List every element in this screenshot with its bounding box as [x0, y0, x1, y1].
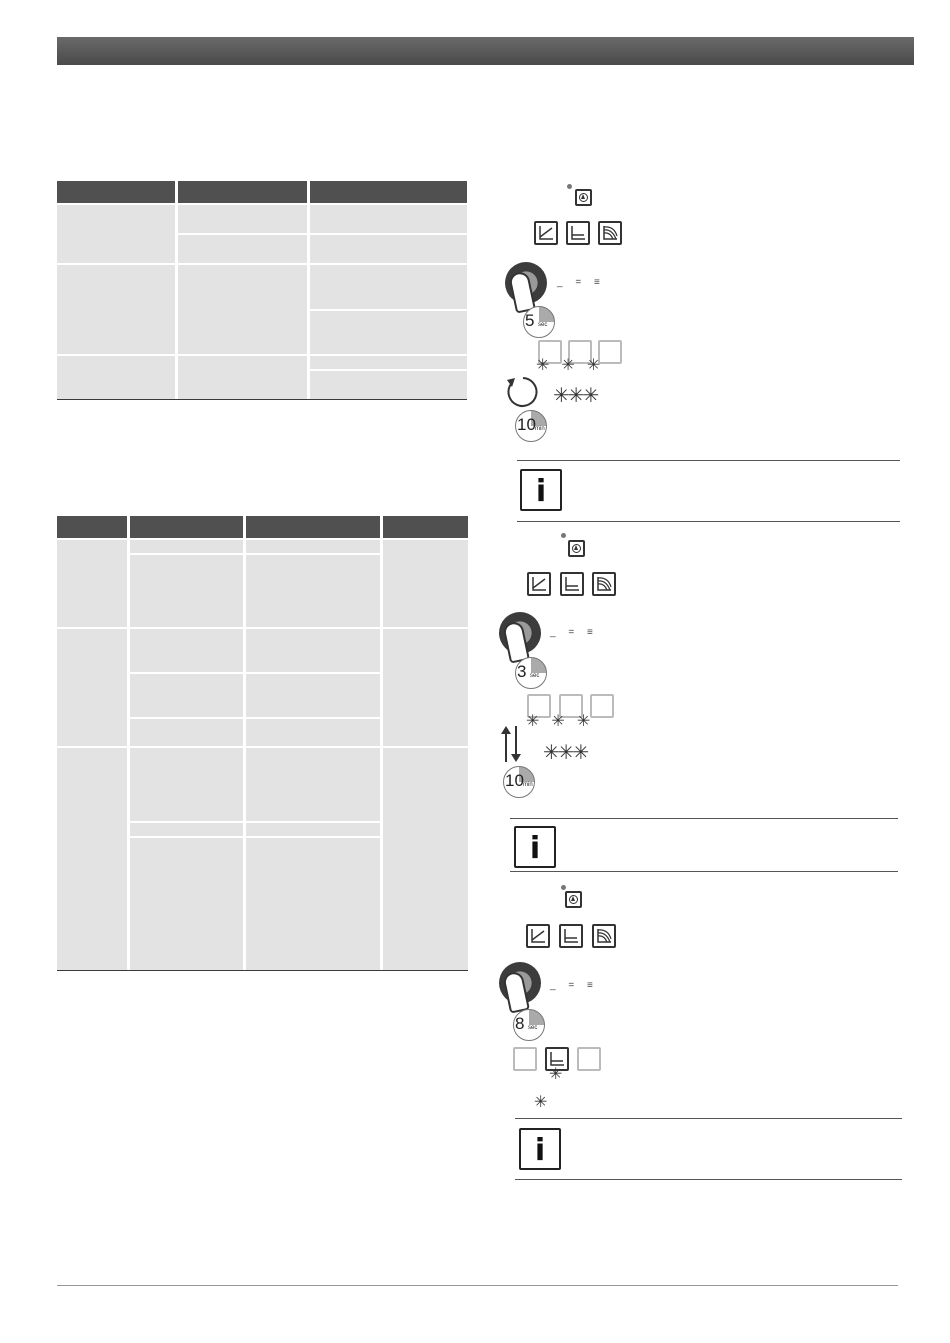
- table-1-header-col-2: [178, 181, 307, 203]
- timer-icon: 8 sec: [513, 1009, 545, 1041]
- table-2-cell: [57, 629, 127, 746]
- status-led-icon: [567, 184, 572, 189]
- info-icon: i: [519, 1128, 561, 1170]
- footer-rule: [57, 1285, 898, 1286]
- flashing-leds-icon: ✳✳✳: [526, 713, 603, 730]
- status-led-icon: [561, 885, 566, 890]
- status-led-icon: [561, 533, 566, 538]
- table-1-cell: [178, 356, 307, 399]
- table-2-cell: [246, 629, 380, 672]
- table-2-cell: [246, 674, 380, 717]
- speed-levels-icon: _ = ≡: [550, 980, 598, 991]
- info-rule-top: [517, 460, 900, 461]
- table-1-cell: [178, 205, 307, 233]
- info-rule-bottom: [515, 1179, 902, 1180]
- table-1-cell: [57, 356, 175, 399]
- table-2-cell: [383, 629, 468, 746]
- table-1: [57, 181, 467, 400]
- constant-pressure-icon: [559, 924, 583, 948]
- auto-adapt-icon: [577, 1047, 601, 1071]
- info-rule-bottom: [517, 521, 900, 522]
- proportional-pressure-icon: [534, 221, 558, 245]
- speed-levels-icon: _ = ≡: [557, 277, 605, 288]
- table-1-header-col-3: [310, 181, 467, 203]
- flashing-leds-icon: ✳✳✳: [543, 742, 588, 764]
- table-1-cell: [310, 265, 467, 309]
- table-1-cell: [310, 356, 467, 369]
- table-2-cell: [130, 823, 243, 836]
- auto-adapt-icon: [592, 572, 616, 596]
- table-1-cell: [310, 235, 467, 263]
- table-1-cell: [178, 265, 307, 354]
- speed-levels-icon: _ = ≡: [550, 627, 598, 638]
- info-rule-top: [515, 1118, 902, 1119]
- table-2: [57, 516, 468, 971]
- flashing-leds-icon: ✳: [549, 1066, 561, 1083]
- flashing-leds-icon: ✳✳✳: [536, 357, 613, 374]
- info-icon: i: [520, 469, 562, 511]
- auto-adapt-icon: [592, 924, 616, 948]
- table-1-bottom-rule: [57, 399, 467, 400]
- table-2-header-col-4: [383, 516, 468, 538]
- flashing-leds-icon: ✳✳✳: [553, 385, 598, 407]
- table-2-cell: [130, 838, 243, 970]
- table-2-cell: [130, 555, 243, 627]
- pump-symbol-icon: [575, 189, 592, 206]
- table-2-cell: [246, 540, 380, 553]
- table-1-cell: [57, 265, 175, 354]
- table-2-header-col-2: [130, 516, 243, 538]
- table-1-cell: [310, 371, 467, 399]
- rotate-icon: [503, 374, 541, 408]
- table-1-cell: [310, 205, 467, 233]
- table-2-cell: [246, 748, 380, 821]
- proportional-pressure-icon: [526, 924, 550, 948]
- flashing-leds-icon: ✳: [534, 1094, 546, 1111]
- table-2-cell: [57, 748, 127, 970]
- table-1-cell: [178, 235, 307, 263]
- table-2-cell: [130, 540, 243, 553]
- table-2-cell: [130, 719, 243, 746]
- table-2-cell: [383, 748, 468, 970]
- table-2-cell: [246, 838, 380, 970]
- table-2-cell: [57, 540, 127, 627]
- proportional-pressure-icon: [527, 572, 551, 596]
- table-2-cell: [130, 674, 243, 717]
- wait-timer-icon: 10 min: [503, 766, 535, 798]
- constant-pressure-icon: [566, 221, 590, 245]
- table-2-cell: [246, 719, 380, 746]
- timer-icon: 5 sec: [523, 306, 555, 338]
- table-2-cell: [246, 555, 380, 627]
- wait-timer-icon: 10 min: [515, 410, 547, 442]
- table-2-cell: [130, 748, 243, 821]
- table-1-cell: [310, 311, 467, 354]
- table-1-cell: [57, 205, 175, 263]
- up-down-arrows-icon: [500, 724, 522, 764]
- table-2-cell: [130, 629, 243, 672]
- auto-adapt-icon: [598, 221, 622, 245]
- proportional-pressure-icon: [513, 1047, 537, 1071]
- page-header-bar: [57, 37, 914, 65]
- info-rule-bottom: [510, 871, 898, 872]
- table-2-cell: [246, 823, 380, 836]
- table-2-header-col-1: [57, 516, 127, 538]
- pump-symbol-icon: [565, 891, 582, 908]
- table-2-header-col-3: [246, 516, 380, 538]
- pump-symbol-icon: [568, 540, 585, 557]
- info-icon: i: [514, 826, 556, 868]
- info-rule-top: [510, 818, 898, 819]
- constant-pressure-icon: [560, 572, 584, 596]
- timer-icon: 3 sec: [515, 657, 547, 689]
- table-1-header-col-1: [57, 181, 175, 203]
- table-2-bottom-rule: [57, 970, 468, 971]
- table-2-cell: [383, 540, 468, 627]
